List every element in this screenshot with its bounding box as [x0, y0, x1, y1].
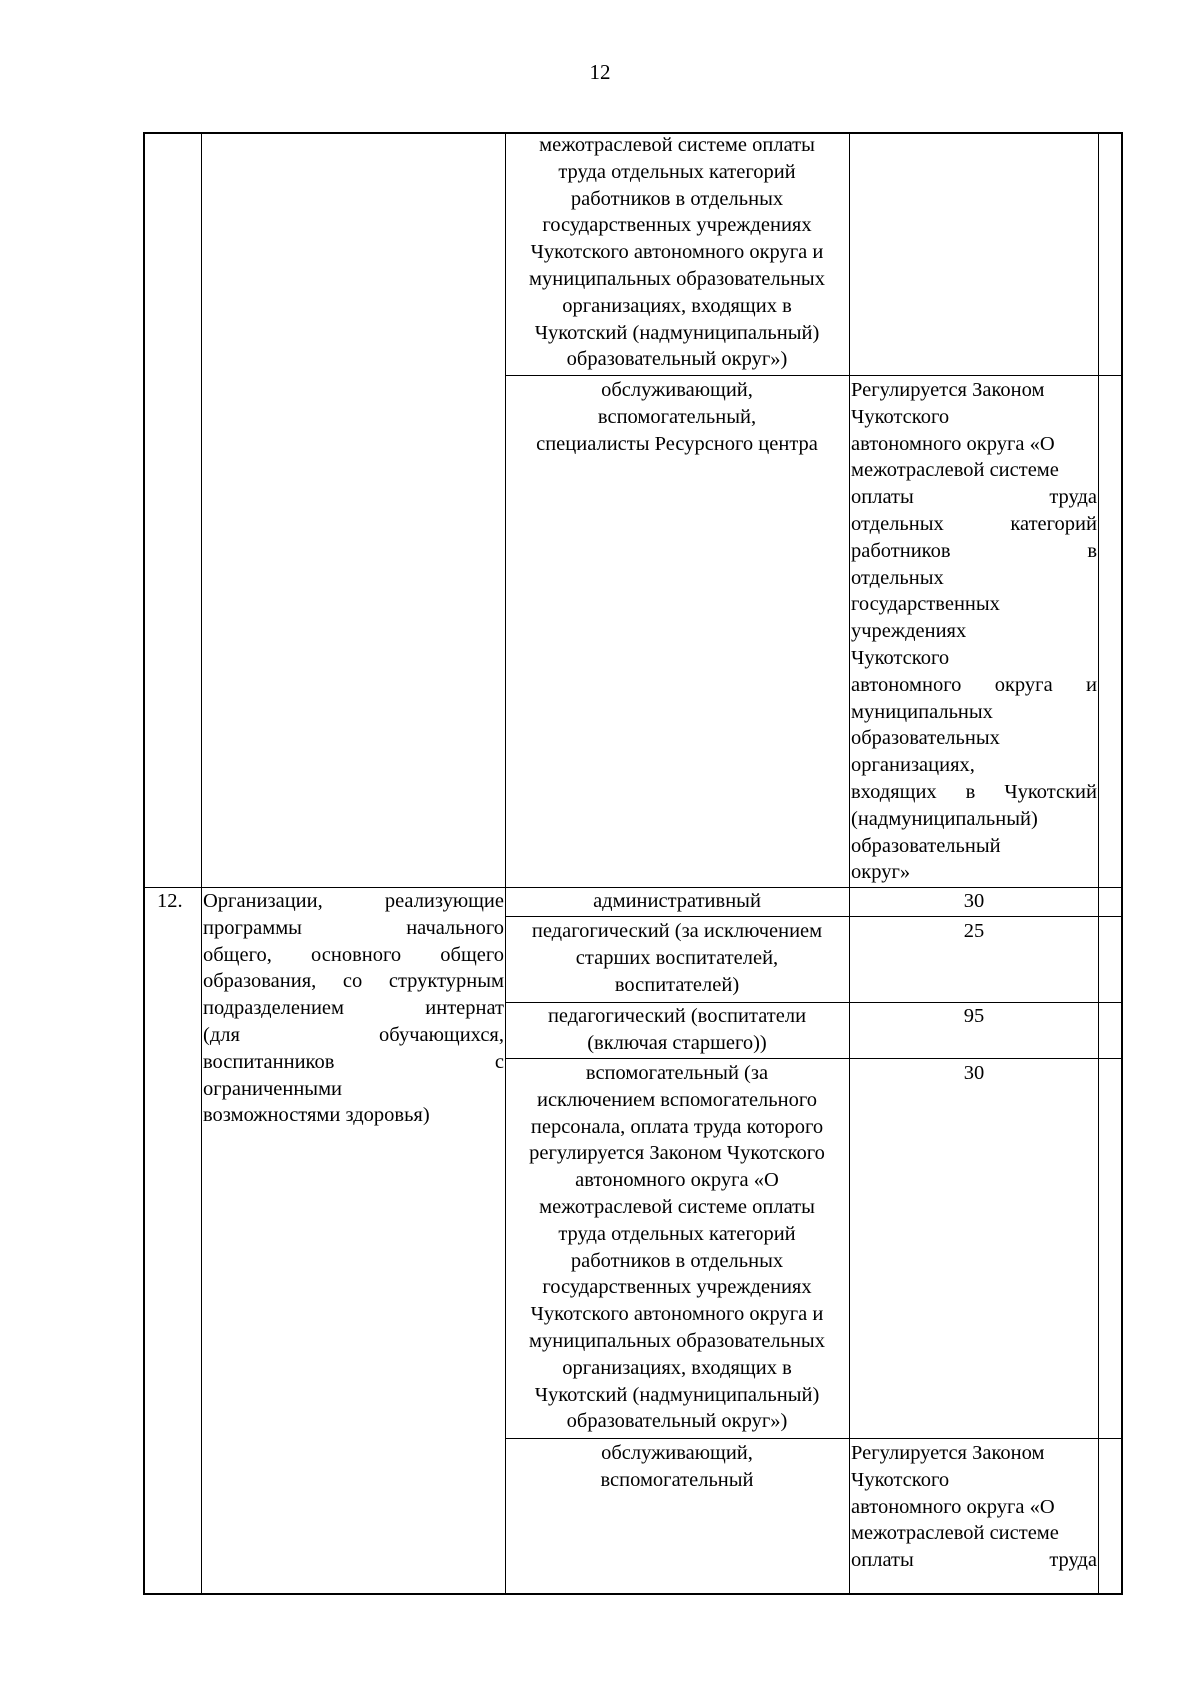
row-divider [505, 916, 1122, 917]
col-divider-number [201, 132, 202, 1595]
row-number: 12. [157, 890, 183, 912]
norm-value: 25 [963, 920, 985, 942]
word: подразделением [203, 997, 345, 1020]
table-border-left [143, 132, 145, 1595]
text-line: Регулируется Законом [851, 1442, 1045, 1464]
word: основного [310, 943, 402, 966]
text-line: округ» [851, 861, 911, 884]
text-line [203, 888, 504, 915]
text-line: муниципальных [851, 700, 993, 723]
text-line [203, 995, 504, 1022]
text-line: Чукотского [851, 646, 950, 669]
category-cell: обслуживающий, вспомогательный, специалисты Ресурсного центра [536, 379, 818, 455]
col-divider-norm [1098, 132, 1099, 1595]
text-line: Регулируется Законом [851, 379, 1045, 401]
text-line: межотраслевой системе [851, 1522, 1059, 1545]
word: интернат [425, 997, 504, 1020]
text-line: Чукотского [851, 1468, 950, 1491]
text-line [203, 942, 504, 969]
row-divider [505, 1058, 1122, 1059]
text-line: возможностями здоровья) [203, 1104, 430, 1127]
word: категорий [1010, 512, 1097, 535]
word: структурным [388, 970, 504, 993]
text-line [851, 538, 1097, 565]
word: Организации, [203, 890, 323, 912]
organization-cell [203, 888, 504, 1129]
word: входящих [851, 780, 937, 803]
text-line [203, 1049, 504, 1076]
col-divider-org [505, 132, 506, 1595]
category-cell: педагогический (воспитатели (включая старшего)) [547, 1005, 807, 1054]
word: общего, [203, 943, 272, 966]
word: труда [1049, 486, 1097, 509]
text-line [851, 1547, 1097, 1574]
word: в [965, 780, 976, 803]
text-line [851, 672, 1097, 699]
word: со [342, 970, 363, 993]
word: начального [406, 916, 504, 939]
text-line: государственных [851, 593, 1000, 616]
page-number: 12 [589, 60, 611, 84]
text-line: автономного округа «О [851, 432, 1055, 455]
text-line: учреждениях [851, 620, 967, 643]
word: с [494, 1050, 504, 1073]
norm-value: 30 [963, 1062, 985, 1084]
word: округа [994, 673, 1053, 696]
category-cell: обслуживающий, вспомогательный [600, 1442, 754, 1491]
table-border-bottom [143, 1593, 1123, 1595]
text-line: образовательный [851, 834, 1001, 857]
word: в [1087, 539, 1097, 562]
staff-category-table [143, 132, 1123, 1595]
word: программы [203, 916, 302, 939]
norm-value: 30 [963, 890, 985, 912]
norm-value: 95 [963, 1005, 985, 1027]
text-line [851, 484, 1097, 511]
word: общего [440, 943, 504, 966]
word: реализующие [384, 890, 504, 912]
word: труда [1049, 1549, 1097, 1572]
text-line [851, 511, 1097, 538]
category-cell: административный [593, 890, 761, 912]
text-line: организациях, [851, 754, 975, 777]
row-divider [505, 375, 1122, 376]
word: работников [851, 539, 951, 562]
word: и [1086, 673, 1097, 696]
text-line: автономного округа «О [851, 1495, 1055, 1518]
text-line: отдельных [851, 566, 944, 589]
category-cell: межотраслевой системе оплаты труда отдельных категорий работников в отдельных государственных учреждениях Чукотского автономного округа и муниципальных образовательных организациях, входящих в Чукотский (надмуниципальный) образовательный округ») [529, 134, 825, 371]
text-line [203, 968, 504, 995]
word: оплаты [851, 1549, 914, 1572]
text-line: (надмуниципальный) [851, 807, 1038, 830]
text-line: межотраслевой системе [851, 459, 1059, 482]
text-line [203, 1022, 504, 1049]
col-divider-category [849, 132, 850, 1595]
word: оплаты [851, 486, 914, 509]
word: Чукотский [1004, 780, 1097, 803]
category-cell: вспомогательный (за исключением вспомогательного персонала, оплата труда которого регулируется Законом Чукотского автономного округа «О межотраслевой системе оплаты труда отдельных категорий работников в отдельных государственных учреждениях Чукотского автономного округа и муниципальных образовательных организациях, входящих в Чукотский (надмуниципальный) образовательный округ») [529, 1062, 825, 1433]
word: обучающихся, [379, 1023, 504, 1046]
text-line: Чукотского [851, 405, 950, 428]
word: автономного [851, 673, 962, 696]
text-line: ограниченными [203, 1077, 343, 1100]
norm-cell [851, 377, 1097, 886]
word: образования, [203, 970, 317, 993]
table-border-right [1121, 132, 1123, 1595]
word: воспитанников [203, 1050, 335, 1073]
text-line [203, 915, 504, 942]
word: (для [203, 1023, 240, 1046]
category-cell: педагогический (за исключением старших воспитателей, воспитателей) [531, 920, 823, 996]
norm-cell [851, 1440, 1097, 1574]
word: отдельных [851, 512, 944, 535]
text-line: образовательных [851, 727, 1000, 750]
row-divider [505, 1438, 1122, 1439]
text-line [851, 779, 1097, 806]
